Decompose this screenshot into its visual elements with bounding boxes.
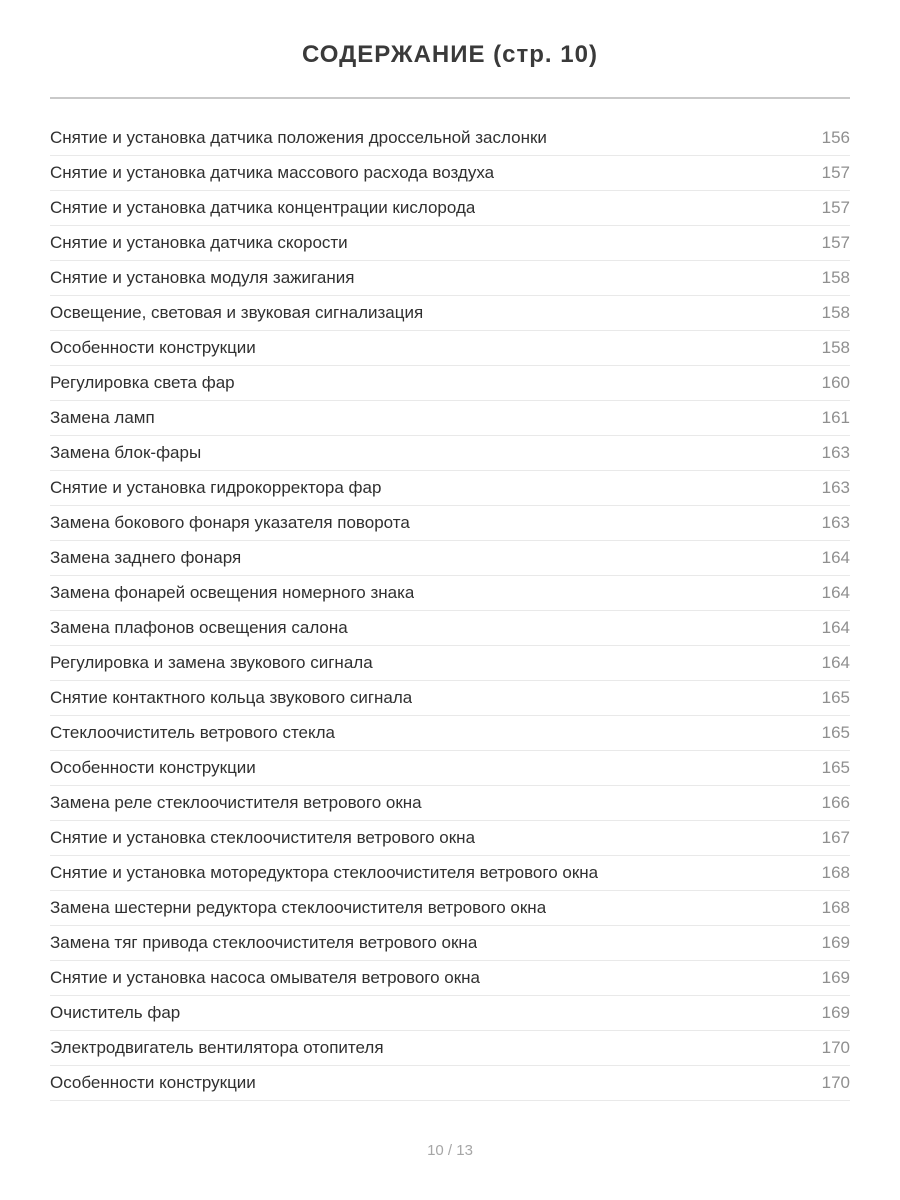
toc-entry-label: Снятие и установка гидрокорректора фар [50,478,382,497]
toc-entry-page: 169 [821,1003,850,1022]
toc-entry-page: 157 [821,198,850,217]
toc-entry-label: Регулировка и замена звукового сигнала [50,653,373,672]
toc-entry-label: Замена шестерни редуктора стеклоочистителя ветрового окна [50,898,547,917]
toc-entry-page: 158 [821,268,850,287]
toc-entry-page: 157 [821,233,850,252]
toc-entry-page: 169 [821,968,850,987]
toc-list [50,121,850,1101]
toc-row[interactable] [50,121,850,156]
toc-entry-page: 164 [821,548,850,567]
toc-entry-label: Электродвигатель вентилятора отопителя [50,1038,384,1057]
toc-entry-label: Снятие и установка стеклоочистителя ветрового окна [50,828,476,847]
toc-row[interactable] [50,681,850,716]
toc-entry-page: 163 [821,513,850,532]
toc-entry-page: 164 [821,618,850,637]
toc-entry-label: Особенности конструкции [50,758,256,777]
toc-entry-page: 168 [821,863,850,882]
toc-row[interactable] [50,646,850,681]
toc-entry-page: 165 [821,688,850,707]
toc-entry-page: 165 [821,758,850,777]
toc-entry-label: Снятие и установка моторедуктора стеклоочистителя ветрового окна [50,863,599,882]
toc-row[interactable] [50,226,850,261]
toc-entry-label: Замена заднего фонаря [50,548,242,567]
toc-row[interactable] [50,506,850,541]
toc-entry-label: Замена фонарей освещения номерного знака [50,583,415,602]
toc-entry-label: Снятие и установка насоса омывателя ветрового окна [50,968,481,987]
toc-row[interactable] [50,611,850,646]
toc-entry-label: Снятие и установка датчика положения дроссельной заслонки [50,128,547,147]
toc-entry-label: Снятие и установка датчика скорости [50,233,348,252]
toc-entry-page: 163 [821,478,850,497]
toc-entry-label: Особенности конструкции [50,338,256,357]
toc-entry-label: Замена тяг привода стеклоочистителя ветрового окна [50,933,478,952]
toc-row[interactable] [50,1031,850,1066]
toc-entry-page: 165 [821,723,850,742]
toc-entry-page: 164 [821,653,850,672]
toc-entry-page: 163 [821,443,850,462]
toc-row[interactable] [50,891,850,926]
page-title: СОДЕРЖАНИЕ (стр. 10) [302,41,598,68]
toc-row[interactable] [50,856,850,891]
toc-row[interactable] [50,926,850,961]
toc-row[interactable] [50,786,850,821]
toc-row[interactable] [50,821,850,856]
toc-row[interactable] [50,436,850,471]
toc-row[interactable] [50,996,850,1031]
toc-entry-page: 168 [821,898,850,917]
toc-entry-label: Замена бокового фонаря указателя поворота [50,513,410,532]
toc-row[interactable] [50,961,850,996]
toc-row[interactable] [50,716,850,751]
toc-row[interactable] [50,331,850,366]
toc-entry-label: Замена плафонов освещения салона [50,618,348,637]
toc-entry-label: Освещение, световая и звуковая сигнализация [50,303,424,322]
toc-entry-page: 170 [821,1073,850,1092]
toc-entry-page: 164 [821,583,850,602]
toc-row[interactable] [50,541,850,576]
toc-entry-label: Регулировка света фар [50,373,235,392]
header-divider [50,97,850,99]
toc-entry-label: Замена блок-фары [50,443,202,462]
toc-row[interactable] [50,156,850,191]
toc-entry-label: Особенности конструкции [50,1073,256,1092]
toc-row[interactable] [50,1066,850,1101]
toc-row[interactable] [50,751,850,786]
toc-entry-page: 166 [821,793,850,812]
toc-entry-page: 160 [821,373,850,392]
toc-entry-label: Снятие и установка модуля зажигания [50,268,355,287]
toc-entry-page: 157 [821,163,850,182]
toc-entry-page: 158 [821,338,850,357]
toc-entry-page: 170 [821,1038,850,1057]
toc-entry-label: Снятие и установка датчика массового расхода воздуха [50,163,495,182]
toc-entry-page: 158 [821,303,850,322]
toc-row[interactable] [50,471,850,506]
toc-entry-label: Очиститель фар [50,1003,181,1022]
toc-entry-label: Замена ламп [50,408,155,427]
toc-row[interactable] [50,191,850,226]
toc-row[interactable] [50,261,850,296]
toc-entry-page: 167 [821,828,850,847]
toc-row[interactable] [50,576,850,611]
page-indicator: 10 / 13 [427,1142,473,1159]
toc-entry-page: 161 [821,408,850,427]
toc-entry-page: 169 [821,933,850,952]
toc-entry-label: Замена реле стеклоочистителя ветрового окна [50,793,422,812]
toc-row[interactable] [50,401,850,436]
toc-entry-label: Снятие и установка датчика концентрации кислорода [50,198,476,217]
toc-entry-label: Стеклоочиститель ветрового стекла [50,723,335,742]
toc-entry-label: Снятие контактного кольца звукового сигнала [50,688,413,707]
toc-entry-page: 156 [821,128,850,147]
toc-row[interactable] [50,366,850,401]
toc-row[interactable] [50,296,850,331]
